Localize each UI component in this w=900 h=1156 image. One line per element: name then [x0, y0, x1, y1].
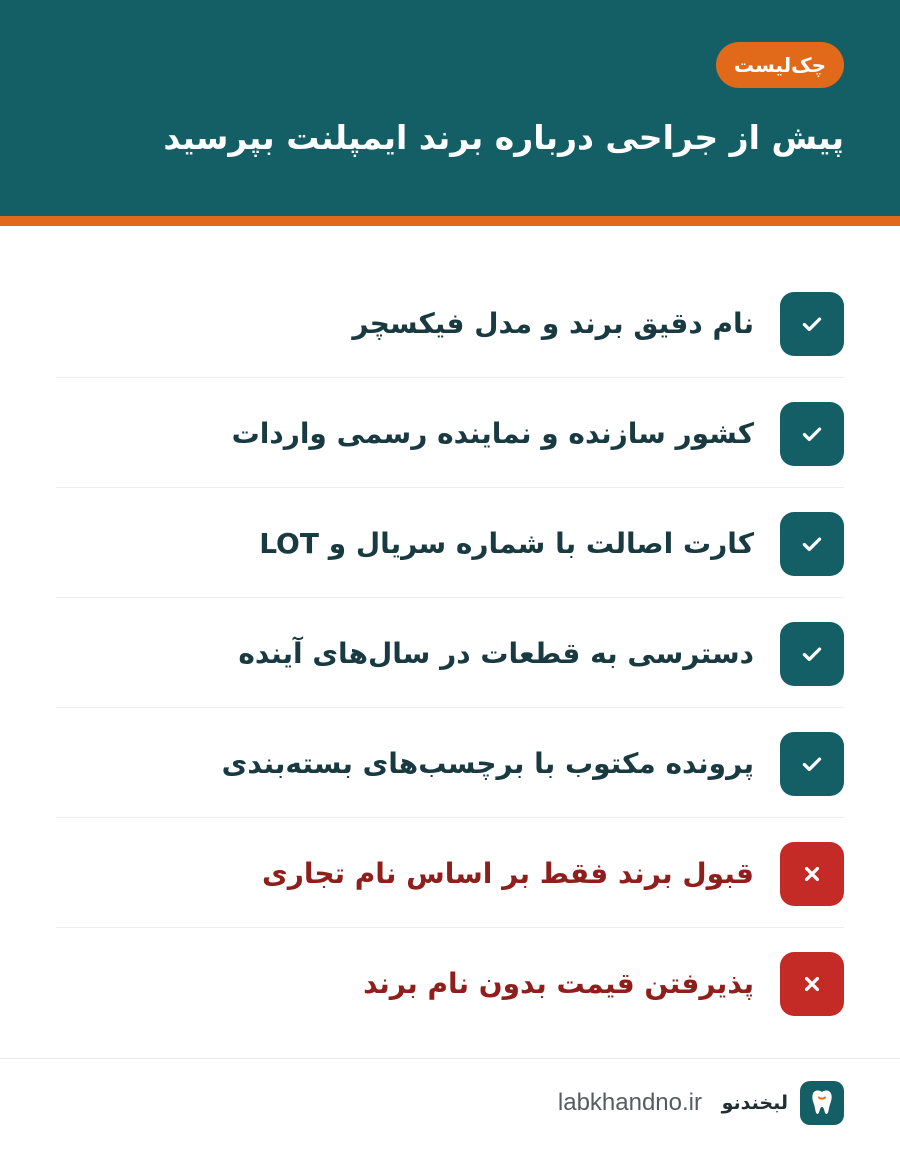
- checklist-item-label: کشور سازنده و نماینده رسمی واردات: [231, 417, 754, 450]
- website-link[interactable]: labkhandno.ir: [557, 1089, 702, 1116]
- checklist-item-label: کارت اصالت با شماره سریال و LOT: [259, 527, 754, 560]
- brand-name: لبخندنو: [721, 1092, 788, 1114]
- check-icon: [780, 732, 844, 796]
- checklist: [56, 268, 844, 1038]
- checklist-item: [56, 818, 844, 928]
- checklist-item: [56, 708, 844, 818]
- checklist-item: [56, 598, 844, 708]
- checklist-item: [56, 378, 844, 488]
- checklist-item-label: قبول برند فقط بر اساس نام تجاری: [262, 857, 754, 890]
- checklist-item-label: دسترسی به قطعات در سال‌های آینده: [238, 637, 754, 670]
- header-accent-stripe: [0, 216, 900, 226]
- header: [0, 0, 900, 216]
- page-title: پیش از جراحی درباره برند ایمپلنت بپرسید: [163, 118, 844, 157]
- check-icon: [780, 622, 844, 686]
- check-icon: [780, 512, 844, 576]
- checklist-item-label: پذیرفتن قیمت بدون نام برند: [363, 967, 754, 1000]
- checklist-item: [56, 488, 844, 598]
- tooth-icon: [800, 1081, 844, 1125]
- checklist-item-label: نام دقیق برند و مدل فیکسچر: [352, 307, 754, 340]
- checklist-item: [56, 268, 844, 378]
- check-icon: [780, 292, 844, 356]
- checklist-item: [56, 928, 844, 1038]
- close-icon: [780, 952, 844, 1016]
- checklist-badge: چک‌لیست: [716, 42, 844, 88]
- footer-divider: [0, 1058, 900, 1059]
- check-icon: [780, 402, 844, 466]
- checklist-item-label: پرونده مکتوب با برچسب‌های بسته‌بندی: [221, 747, 754, 780]
- close-icon: [780, 842, 844, 906]
